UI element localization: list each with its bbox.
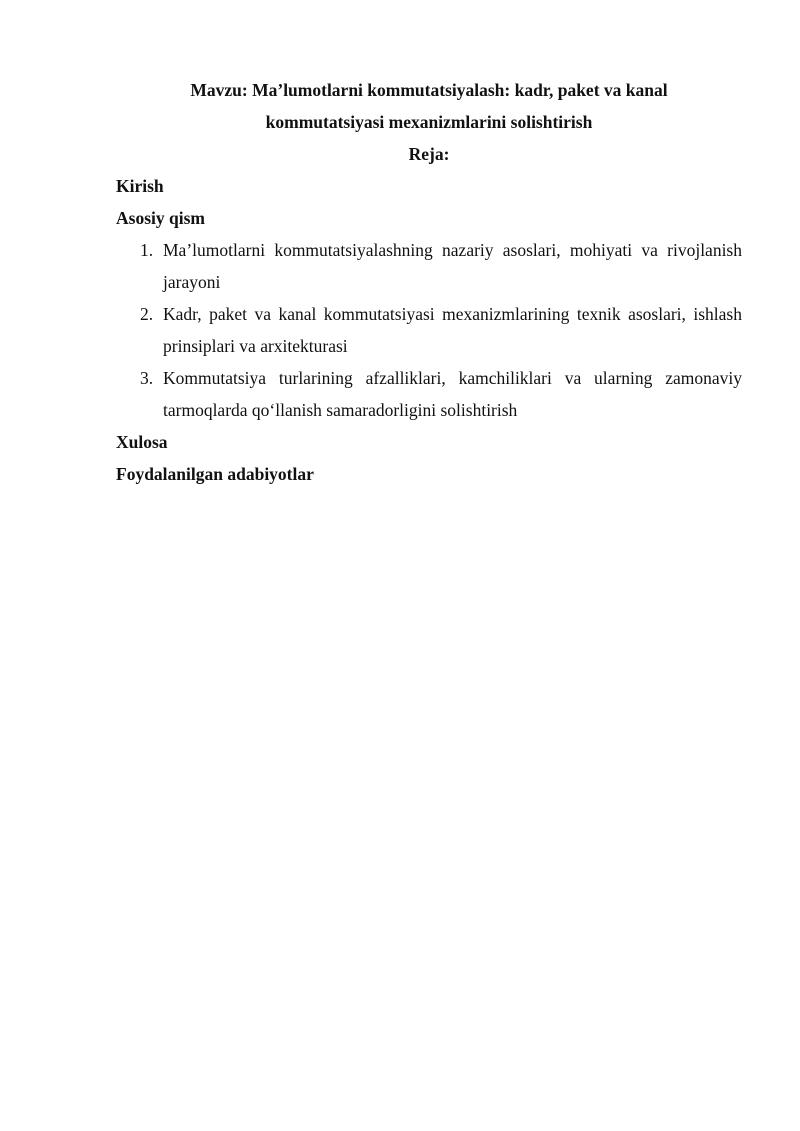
- document-content: [116, 74, 742, 490]
- list-item-text: Kadr, paket va kanal kommutatsiyasi mexanizmlarining texnik asoslari, ishlash prinsiplari va arxitekturasi: [163, 304, 742, 356]
- list-item-number: 1.: [140, 240, 154, 260]
- title-line-1: Mavzu: Ma’lumotlarni kommutatsiyalash: kadr, paket va kanal: [190, 80, 668, 100]
- title-line-2: kommutatsiyasi mexanizmlarini solishtirish: [265, 112, 593, 132]
- section-references: Foydalanilgan adabiyotlar: [116, 464, 314, 484]
- list-item-number: 2.: [140, 304, 154, 324]
- section-main-part: Asosiy qism: [116, 208, 205, 228]
- list-item-text: Ma’lumotlarni kommutatsiyalashning nazariy asoslari, mohiyati va rivojlanish jarayoni: [163, 240, 742, 292]
- document-title: [116, 74, 742, 138]
- list-item-text: Kommutatsiya turlarining afzalliklari, kamchiliklari va ularning zamonaviy tarmoqlarda qo‘llanish samaradorligini solishtirish: [163, 368, 742, 420]
- list-item: [116, 298, 742, 362]
- plan-heading: Reja:: [408, 144, 450, 164]
- list-item-number: 3.: [140, 368, 154, 388]
- section-conclusion: Xulosa: [116, 432, 168, 452]
- outline-list: [116, 234, 742, 426]
- list-item: [116, 234, 742, 298]
- list-item: [116, 362, 742, 426]
- section-intro: Kirish: [116, 176, 164, 196]
